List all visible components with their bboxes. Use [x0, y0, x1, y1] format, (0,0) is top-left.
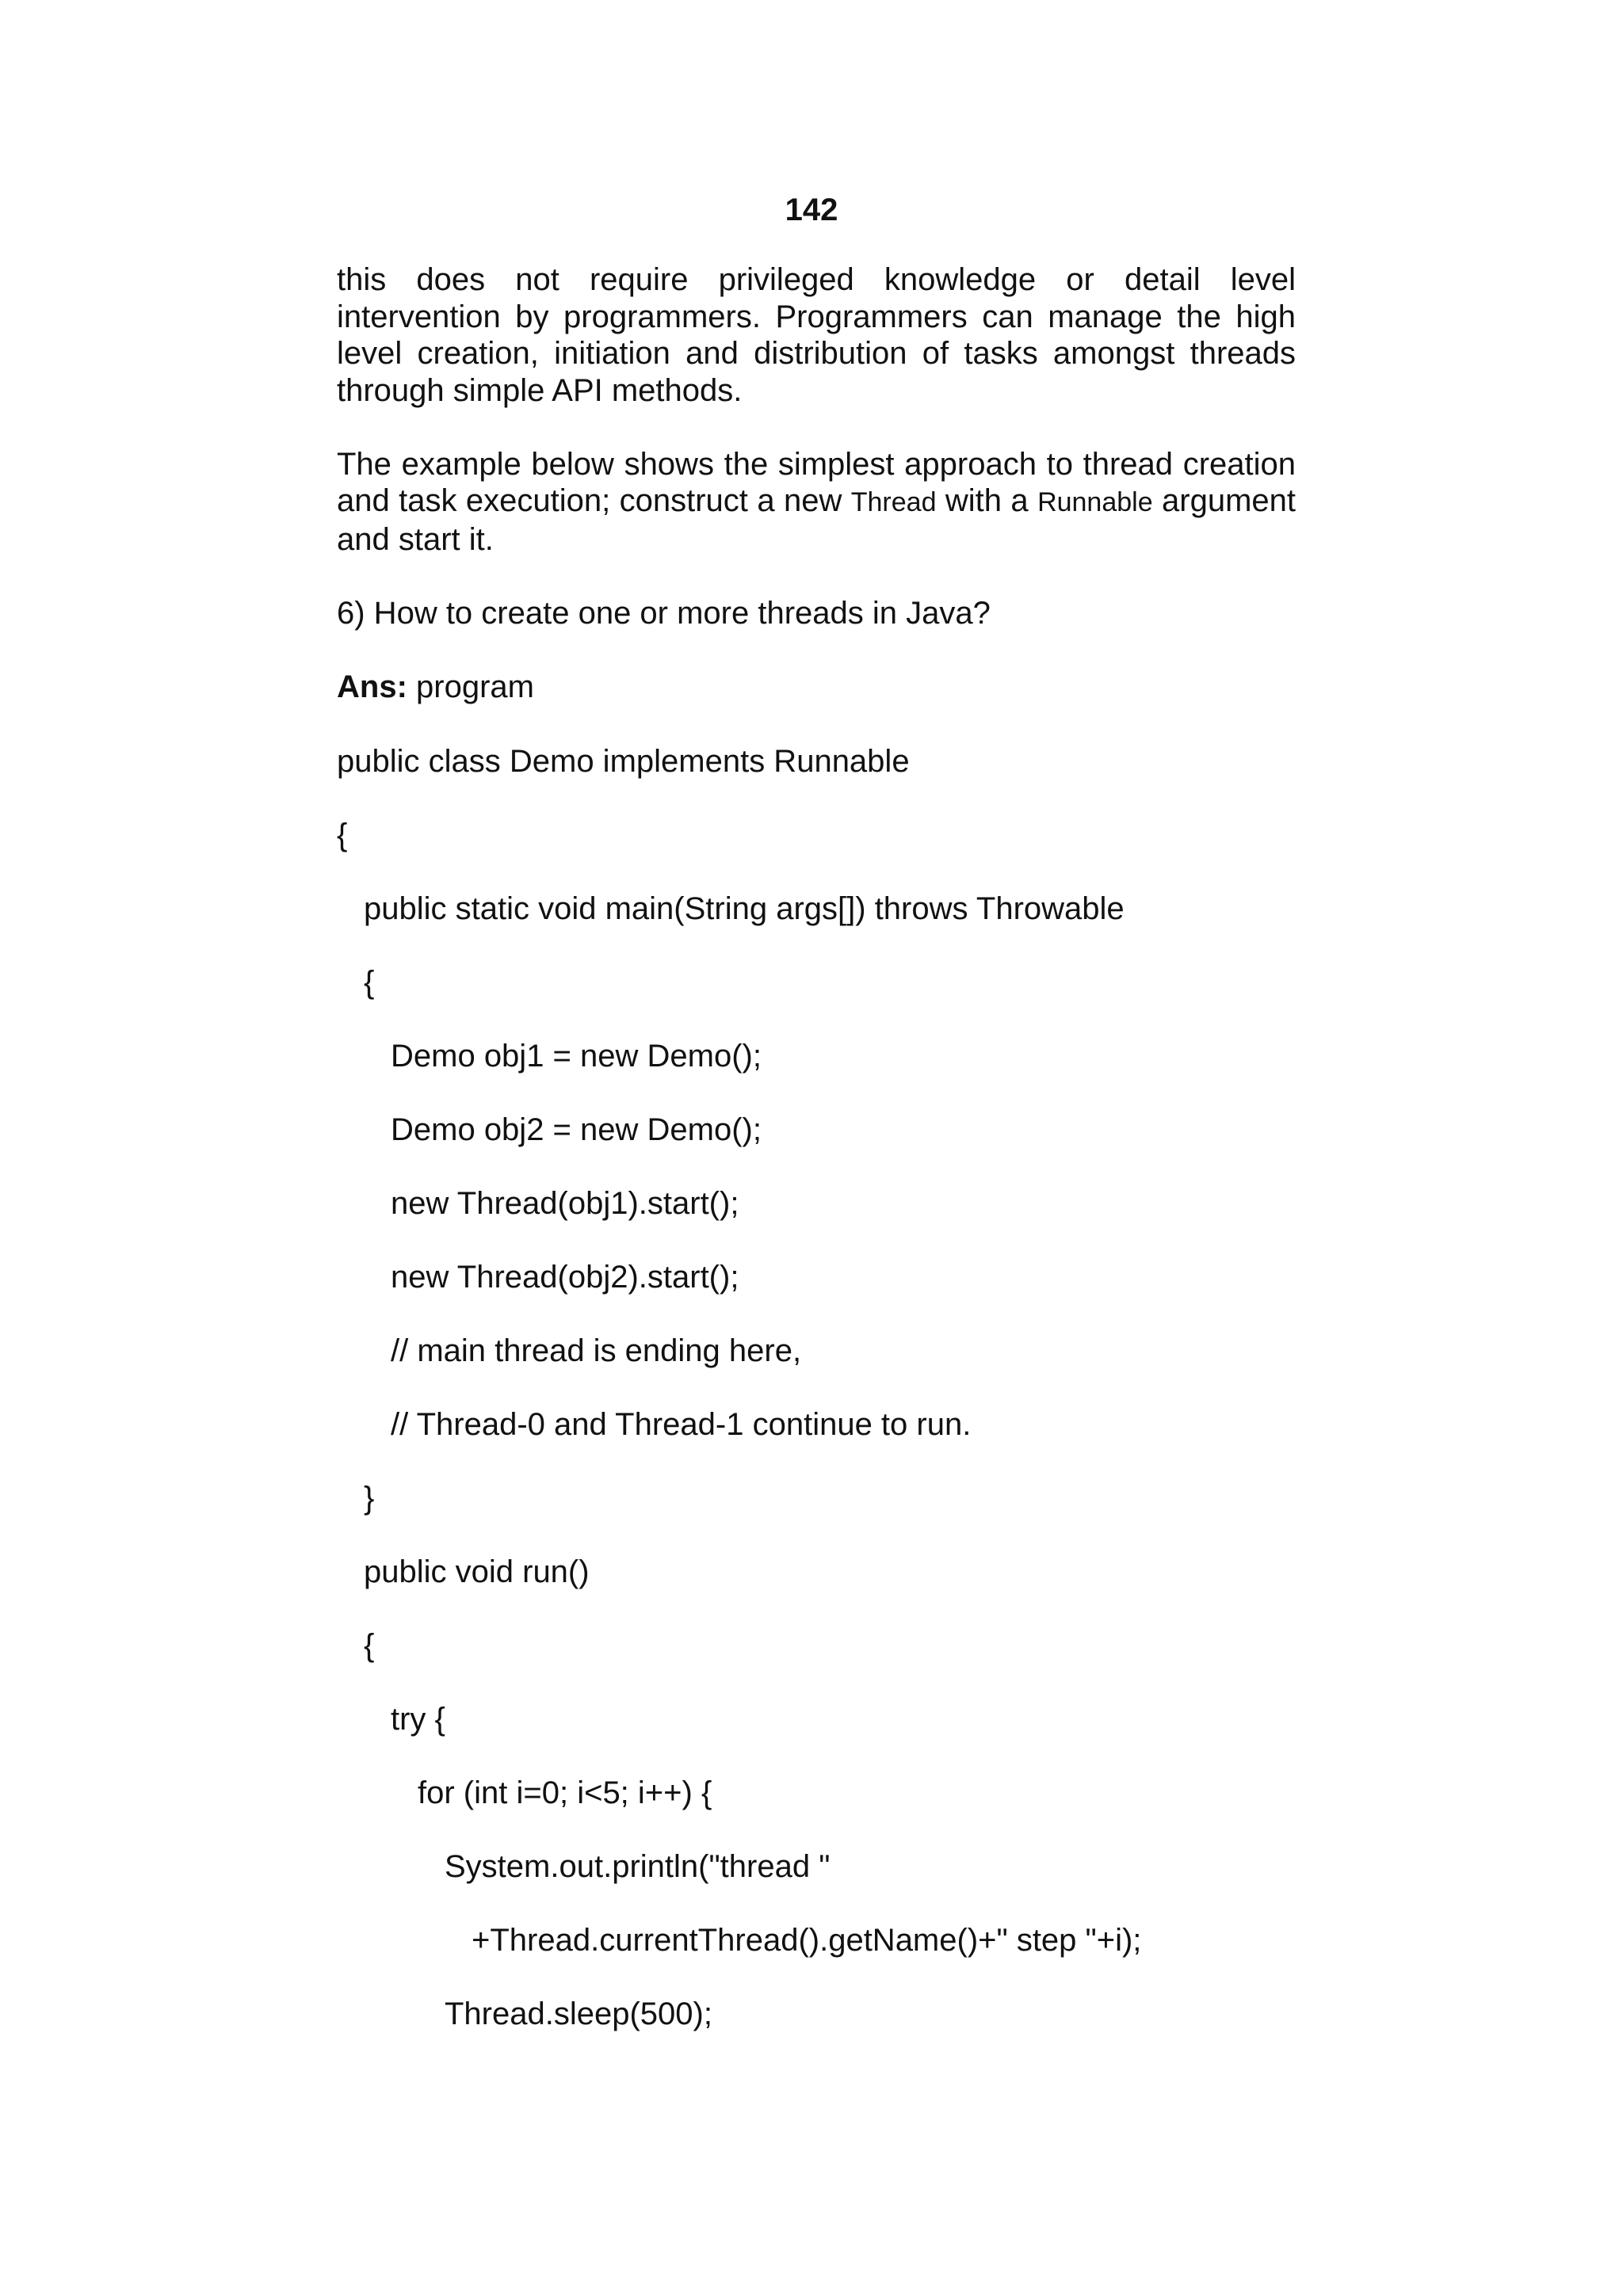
inline-code-runnable: Runnable — [1037, 487, 1153, 517]
answer-label: Ans: — [337, 669, 407, 704]
page-number: 142 — [785, 193, 838, 227]
code-line: public void run() — [364, 1554, 590, 1589]
paragraph-intro: this does not require privileged knowledge or detail level intervention by programmers. Programmers can manage the high level creation, initiation and distribution of tasks amongst threads through simple API methods. — [337, 262, 1296, 408]
paragraph-example — [337, 446, 1296, 559]
code-line: public static void main(String args[]) throws Throwable — [364, 891, 1125, 926]
code-line: try { — [391, 1702, 445, 1737]
code-comment: // main thread is ending here, — [391, 1333, 802, 1368]
paragraph-example-part2: with a — [936, 483, 1038, 518]
answer-text: program — [407, 669, 534, 704]
code-line: Thread.sleep(500); — [445, 1997, 712, 2031]
body-text — [337, 261, 1296, 705]
answer-line — [337, 669, 1296, 706]
code-line: Demo obj2 = new Demo(); — [391, 1112, 762, 1147]
paragraph-example-part3: argument and start it. — [337, 483, 1296, 557]
paragraph-example-part1: The example below shows the simplest approach to thread creation and task execution; construct a new — [337, 446, 1296, 518]
code-line: System.out.println("thread " — [445, 1849, 831, 1884]
code-line: { — [364, 965, 375, 1000]
code-line: for (int i=0; i<5; i++) { — [418, 1775, 712, 1810]
code-line: { — [337, 818, 348, 852]
code-line: Demo obj1 = new Demo(); — [391, 1039, 762, 1074]
question-heading: 6) How to create one or more threads in Java? — [337, 595, 991, 631]
code-line: } — [364, 1481, 375, 1516]
code-line: public class Demo implements Runnable — [337, 744, 910, 779]
code-comment: // Thread-0 and Thread-1 continue to run. — [391, 1407, 972, 1442]
inline-code-thread: Thread — [850, 487, 937, 517]
code-line: new Thread(obj1).start(); — [391, 1186, 739, 1221]
code-line: +Thread.currentThread().getName()+" step "+i); — [472, 1923, 1142, 1958]
code-line: { — [364, 1628, 375, 1663]
code-line: new Thread(obj2).start(); — [391, 1260, 739, 1295]
